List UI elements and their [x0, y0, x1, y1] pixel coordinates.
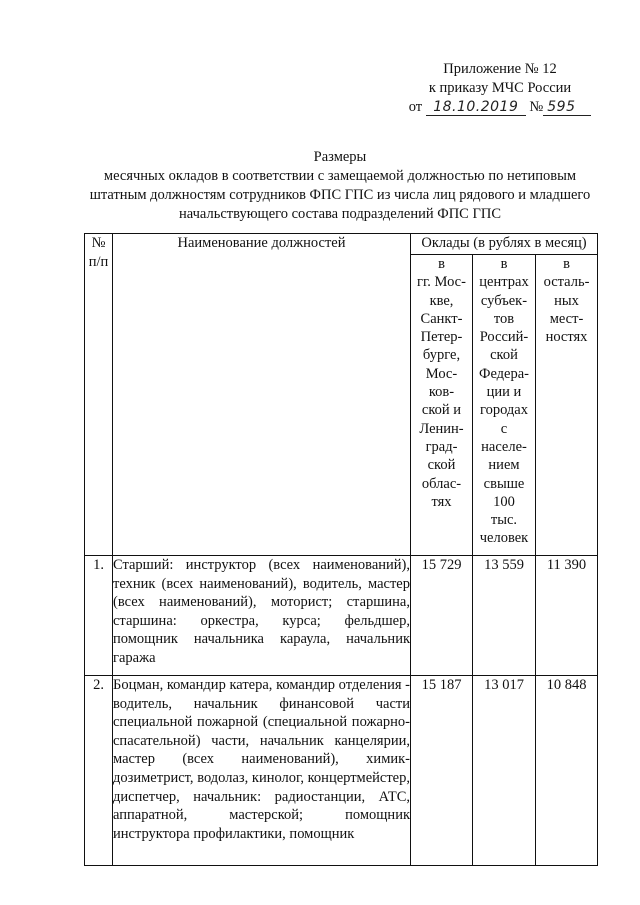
- number-label: №: [529, 99, 544, 115]
- subcol-other-localities: [536, 255, 598, 556]
- col-no-symbol: №: [91, 235, 106, 251]
- position-names: Боцман, командир катера, командир отделения - водитель, начальник финансовой части специальной пожарной (специальной пожарно-спасательной) части, начальник канцелярии, мастер (всех наименований), химик-дозиметрист, водолаз, кинолог, концертмейстер, диспетчер, начальник: радиостанции, АТС, аппаратной, мастерской; помощник инструктора профилактики, помощник: [113, 676, 411, 866]
- appendix-title: Приложение № 12: [443, 61, 557, 77]
- subcol-header-line: субъек-: [480, 292, 528, 309]
- handwritten-date: 18.10.2019: [426, 100, 526, 116]
- salary-other: 10 848: [536, 676, 598, 866]
- salary-table: [84, 233, 598, 866]
- salary-other: 11 390: [536, 556, 598, 676]
- salary-centers: 13 017: [473, 676, 536, 866]
- subcol-header-line: кве,: [429, 292, 454, 309]
- position-names: Старший: инструктор (всех наименований), техник (всех наименований), водитель, мастер (всех наименований), моторист; старшина, старшина: оркестра, курса; фельдшер, помощник начальника караула, начальник гаража: [113, 556, 411, 676]
- subcol-header-line: мест-: [549, 310, 584, 327]
- row-number: 1.: [85, 556, 113, 676]
- row-number: 2.: [85, 676, 113, 866]
- title-line-1: Размеры: [313, 149, 367, 165]
- subcol-header-line: с: [500, 420, 508, 437]
- subcol-header-line: ской и: [421, 402, 462, 419]
- subcol-header-line: осталь-: [543, 274, 590, 291]
- subcol-header-line: свыше: [483, 475, 525, 492]
- subcol-header-line: нием: [488, 457, 520, 474]
- subcol-header-line: в: [438, 256, 445, 272]
- subcol-moscow: [411, 255, 473, 556]
- subcol-header-line: облас-: [421, 475, 462, 492]
- subcol-header-line: ции и: [486, 384, 522, 401]
- subcol-header-line: в: [563, 256, 570, 272]
- subcol-header-line: тыс.: [490, 512, 518, 529]
- col-name-header: Наименование должностей: [113, 234, 411, 556]
- subcol-header-line: Санкт-: [420, 310, 463, 327]
- appendix-order: к приказу МЧС России: [428, 80, 572, 96]
- subcol-header-line: центрах: [479, 274, 529, 291]
- subcol-regional-centers: [473, 255, 536, 556]
- subcol-header-line: в: [500, 256, 508, 272]
- col-no-abbr: п/п: [88, 254, 109, 270]
- subcol-header-line: тях: [431, 493, 452, 510]
- col-salary-header: Оклады (в рублях в месяц): [411, 234, 598, 255]
- subcol-header-line: городах: [480, 402, 528, 419]
- title-line-3: штатным должностям сотрудников ФПС ГПС из числа лиц рядового и младшего: [89, 187, 591, 203]
- subcol-header-line: ской: [427, 457, 456, 474]
- subcol-header-line: тов: [493, 310, 515, 327]
- subcol-header-line: Ленин-: [419, 420, 464, 437]
- subcol-header-line: 100: [493, 493, 515, 510]
- subcol-header-line: Федера-: [478, 365, 530, 382]
- subcol-header-line: человек: [479, 530, 529, 547]
- salary-moscow: 15 729: [411, 556, 473, 676]
- table-row: [85, 556, 598, 676]
- subcol-header-line: Петер-: [420, 329, 463, 346]
- subcol-header-line: Россий-: [479, 329, 529, 346]
- from-label: от: [408, 99, 423, 115]
- subcol-header-line: ностях: [545, 329, 588, 346]
- subcol-header-line: ков-: [428, 384, 455, 401]
- col-no-header: [85, 234, 113, 556]
- appendix-block: [400, 60, 600, 117]
- subcol-header-line: гг. Мос-: [417, 274, 466, 291]
- subcol-header-line: град-: [425, 438, 458, 455]
- handwritten-number: 595: [543, 100, 591, 116]
- salary-centers: 13 559: [473, 556, 536, 676]
- subcol-header-line: бурге,: [422, 347, 461, 364]
- subcol-header-line: ской: [490, 347, 518, 364]
- subcol-header-line: ных: [554, 292, 579, 309]
- appendix-date-line: [400, 98, 600, 117]
- subcol-header-line: населе-: [481, 438, 527, 455]
- subcol-header-line: Мос-: [425, 365, 458, 382]
- title-line-2: месячных окладов в соответствии с замещаемой должностью по нетиповым: [103, 168, 577, 184]
- document-title: [80, 148, 600, 224]
- salary-moscow: 15 187: [411, 676, 473, 866]
- title-line-4: начальствующего состава подразделений ФПС ГПС: [179, 206, 501, 222]
- table-row: [85, 676, 598, 866]
